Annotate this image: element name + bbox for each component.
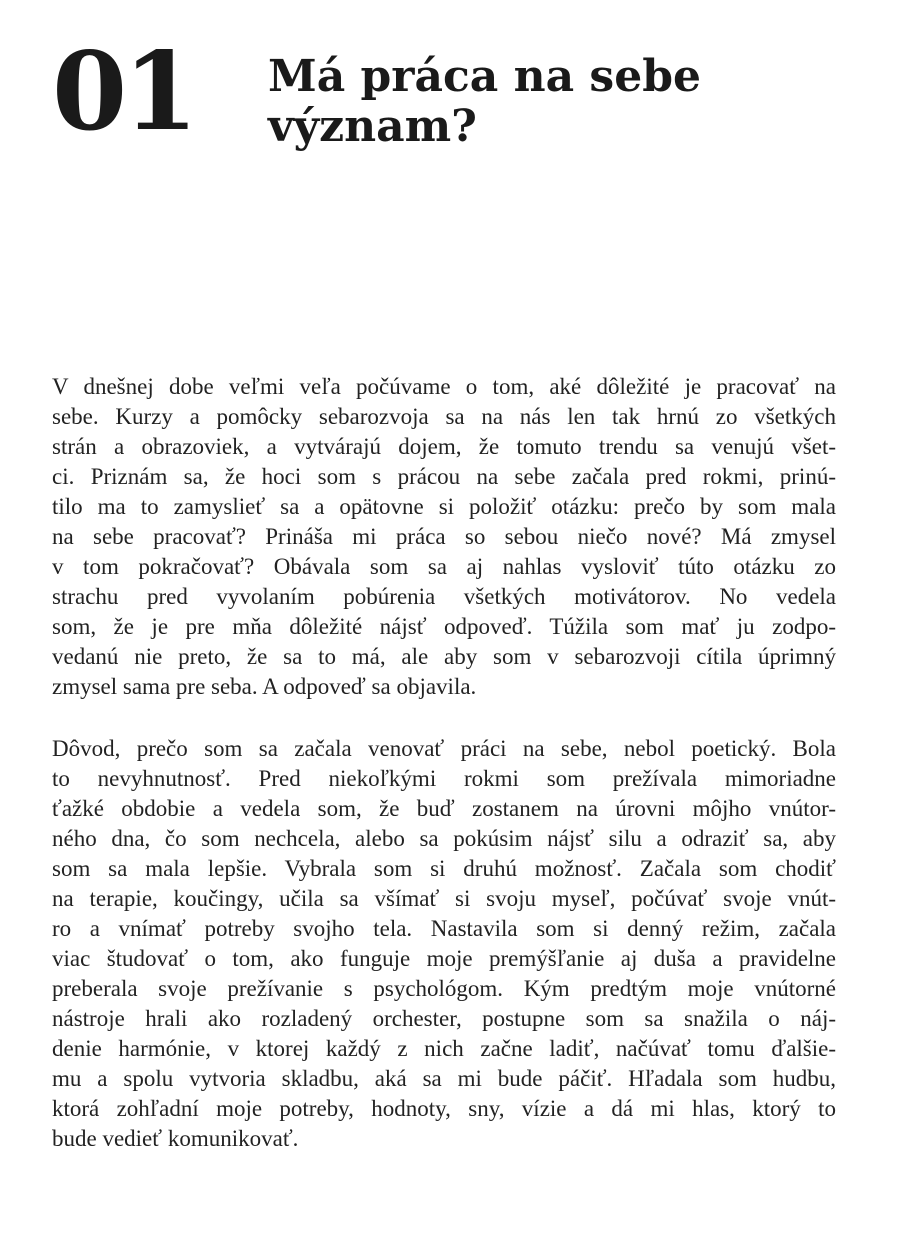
text-line: strán a obrazoviek, a vytvárajú dojem, že tomuto trendu sa venujú všet-: [52, 434, 836, 459]
text-line: mu a spolu vytvoria skladbu, aká sa mi bude páčiť. Hľadala som hudbu,: [52, 1066, 836, 1091]
text-line: sebe. Kurzy a pomôcky sebarozvoja sa na nás len tak hrnú zo všetkých: [52, 404, 836, 429]
text-line: tilo ma to zamyslieť sa a opätovne si položiť otázku: prečo by som mala: [52, 494, 836, 519]
text-line: Dôvod, prečo som sa začala venovať práci na sebe, nebol poetický. Bola: [52, 736, 836, 761]
chapter-title-line-2: význam?: [268, 101, 477, 152]
text-line: viac študovať o tom, ako funguje moje premýšľanie aj duša a pravidelne: [52, 946, 836, 971]
body-text: [52, 372, 836, 1186]
text-line: ci. Priznám sa, že hoci som s prácou na sebe začala pred rokmi, prinú-: [52, 464, 836, 489]
text-line: denie harmónie, v ktorej každý z nich začne ladiť, načúvať tomu ďalšie-: [52, 1036, 836, 1061]
text-line: ného dna, čo som nechcela, alebo sa pokúsim nájsť silu a odraziť sa, aby: [52, 826, 836, 851]
text-line: ktorá zohľadní moje potreby, hodnoty, sny, vízie a dá mi hlas, ktorý to: [52, 1096, 836, 1121]
chapter-title: [268, 52, 828, 152]
text-line: som, že je pre mňa dôležité nájsť odpoveď. Túžila som mať ju zodpo-: [52, 614, 836, 639]
text-line: strachu pred vyvolaním pobúrenia všetkých motivátorov. No vedela: [52, 584, 836, 609]
text-line: na sebe pracovať? Prináša mi práca so sebou niečo nové? Má zmysel: [52, 524, 836, 549]
text-line: na terapie, koučingy, učila sa všímať si svoju myseľ, počúvať svoje vnút-: [52, 886, 836, 911]
text-line: vedanú nie preto, že sa to má, ale aby som v sebarozvoji cítila úprimný: [52, 644, 836, 669]
text-line: v tom pokračovať? Obávala som sa aj nahlas vysloviť túto otázku zo: [52, 554, 836, 579]
text-line: som sa mala lepšie. Vybrala som si druhú možnosť. Začala som chodiť: [52, 856, 836, 881]
text-line: preberala svoje prežívanie s psychológom. Kým predtým moje vnútorné: [52, 976, 836, 1001]
text-line: nástroje hrali ako rozladený orchester, postupne som sa snažila o náj-: [52, 1006, 836, 1031]
chapter-number: 01: [52, 29, 195, 155]
paragraph-1: [52, 372, 836, 702]
text-line: ťažké obdobie a vedela som, že buď zostanem na úrovni môjho vnútor-: [52, 796, 836, 821]
chapter-title-line-1: Má práca na sebe: [268, 51, 701, 102]
text-line: zmysel sama pre seba. A odpoveď sa objavila.: [52, 674, 477, 699]
text-line: bude vedieť komunikovať.: [52, 1126, 299, 1151]
text-line: to nevyhnutnosť. Pred niekoľkými rokmi som prežívala mimoriadne: [52, 766, 836, 791]
text-line: ro a vnímať potreby svojho tela. Nastavila som si denný režim, začala: [52, 916, 836, 941]
text-line: V dnešnej dobe veľmi veľa počúvame o tom, aké dôležité je pracovať na: [52, 374, 836, 399]
paragraph-2: [52, 734, 836, 1154]
